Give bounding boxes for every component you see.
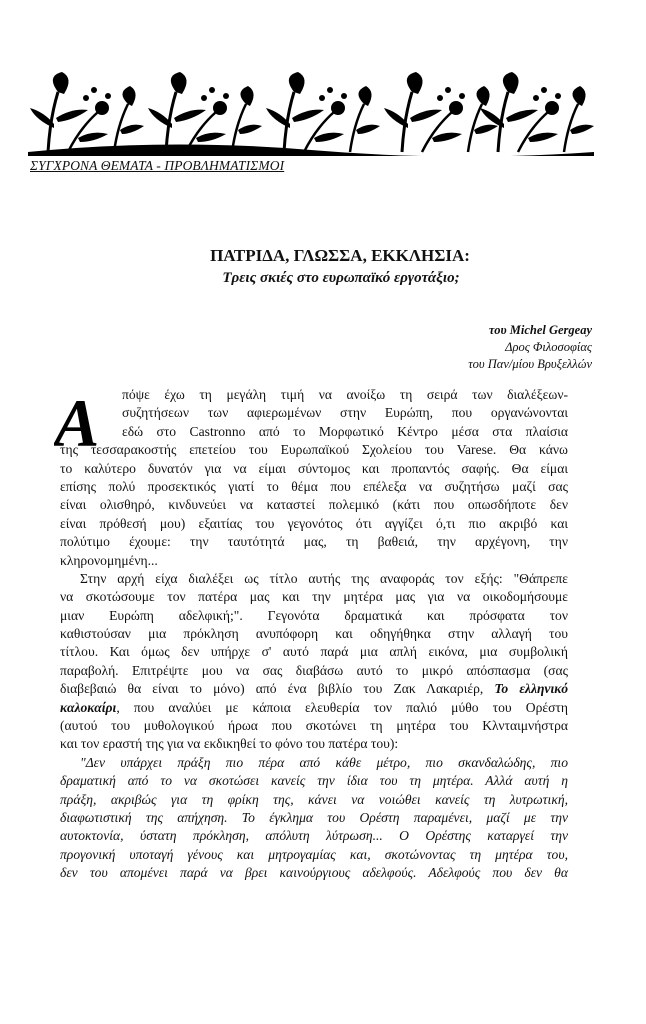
body-line: είναι πρόθεσή μου) εξαιτίας του γεγονότος ότι αγγίζει ό,τι πιο ακριβό και xyxy=(60,515,568,531)
body-line: και τον εραστή της για να εκδικηθεί το φόνο του πατέρα του): xyxy=(60,736,399,752)
body-line: να σκοτώσουμε τον πατέρα μας και την μητέρα μας για να οικοδομήσουμε xyxy=(60,589,568,605)
body-line: παραβολή. Επιτρέψτε μου να σας διαβάσω αυτό το μικρό απόσπασμα (σας xyxy=(60,662,568,678)
body-text: διαβεβαιώ θα είναι το μόνο) από ένα βιβλίο του Ζακ Λακαριέρ, xyxy=(60,681,484,697)
quote-line: δραματική από το να σκοτώσει κανείς την ίδια του τη μητέρα. Αλλά αυτή η xyxy=(60,773,568,789)
body-line: πόψε έχω τη μεγάλη τιμή να ανοίξω τη σειρά των διαλέξεων- xyxy=(122,387,568,402)
floral-border-decoration xyxy=(28,68,594,156)
dropcap-letter xyxy=(54,394,118,450)
book-title: καλοκαίρι xyxy=(60,699,117,715)
body-line: εδώ στο Castronno από το Μορφωτικό Κέντρο μέσα στα πλαίσια xyxy=(122,423,568,439)
body-line: πολύτιμο έχουμε: την ταυτότητά μας, τη βαθειά, την αρχέγονη, την xyxy=(60,534,568,550)
paragraph-2 xyxy=(60,570,568,754)
quote-line: αυτοκτονία, ύστατη πρόκληση, απόλυτη λύτρωση... Ο Ορέστης καταργεί την xyxy=(60,828,568,844)
body-line: συζητήσεων των αφιερωμένων στην Ευρώπη, που οργανώνονται xyxy=(122,405,568,421)
body-line: της τεσσαρακοστής επετείου του Ευρωπαϊκού Σχολείου του Varese. Θα κάνω xyxy=(60,442,568,458)
article-body xyxy=(54,386,568,883)
quotation xyxy=(60,754,568,883)
author-university: του Παν/μίου Βρυξελλών xyxy=(468,357,592,371)
body-line: κληρονομημένη... xyxy=(60,552,158,568)
quote-line: πράξη, ακριβώς για τη φρίκη της, κάνει να νοιώθει κανείς τη λυτρωτική, xyxy=(60,791,568,807)
article-title: ΠΑΤΡΙΔΑ, ΓΛΩΣΣΑ, ΕΚΚΛΗΣΙΑ: xyxy=(210,246,470,265)
body-text: , που αναλύει με κάποια ελευθερία τον παλιό μύθο του Ορέστη xyxy=(116,699,568,715)
body-line: (αυτού του μυθολογικού ήρωα που σκοτώνει τη μητέρα του Κλνταιμνήστρα xyxy=(60,718,568,734)
author-name: του Michel Gergeay xyxy=(488,323,592,337)
svg-text:Α: Α xyxy=(54,394,100,450)
body-line xyxy=(60,699,568,717)
quote-line: διαφωτιστική της απήχηση. Το έγκλημα του Ορέστη παραμένει, μαζί με την xyxy=(60,809,568,825)
quote-line: προγονική υποταγή γένους και μητρογαμίας και, σκοτώνοντας τη μητέρα του, xyxy=(60,846,568,862)
body-line xyxy=(60,680,568,698)
body-line: είναι ολισθηρό, κινδυνεύει να καταστεί πολεμικό (κάτι που οπωσδήποτε δεν xyxy=(60,497,568,513)
body-line: το καλύτερο δυνατόν για να είμαι σύντομος και προπαντός σαφής. Θα είμαι xyxy=(60,460,568,476)
quote-line: "Δεν υπάρχει πράξη πιο πέρα από κάθε μέτρο, πιο σκανδαλώδης, πιο xyxy=(80,754,568,770)
body-line: τίτλου. Και όμως δεν υπήρχε σ' αυτό παρά μια απλή εικόνα, μια συμβολική xyxy=(60,644,568,660)
body-line: μιαν Ευρώπη αδελφική;". Γεγονότα δραματικά και πρόσφατα τον xyxy=(60,607,568,623)
body-line: Στην αρχή είχα διαλέξει ως τίτλο αυτής της αναφοράς τον εξής: "Θάπρεπε xyxy=(80,570,568,586)
body-line: καθιστούσαν μια πρόκληση ανυπόφορη και οδηγήθηκα στην αλλαγή του xyxy=(60,626,568,642)
author-degree: Δρος Φιλοσοφίας xyxy=(505,340,592,354)
section-header: ΣΥΓΧΡΟΝΑ ΘΕΜΑΤΑ - ΠΡΟΒΛΗΜΑΤΙΣΜΟΙ xyxy=(30,158,285,173)
body-line: επίσης πολύ προσεκτικός γιατί το θέμα που επέλεξα να συζητήσω μαζί σας xyxy=(60,478,568,494)
book-title: Το ελληνικό xyxy=(494,681,568,697)
author-block xyxy=(468,322,592,373)
quote-line: δεν του απομένει παρά να βρει καινούργιους αδελφούς. Αδελφούς που δεν θα xyxy=(60,865,568,881)
paragraph-1 xyxy=(60,386,568,570)
article-subtitle: Τρεις σκιές στο ευρωπαϊκό εργοτάξιο; xyxy=(222,270,460,286)
